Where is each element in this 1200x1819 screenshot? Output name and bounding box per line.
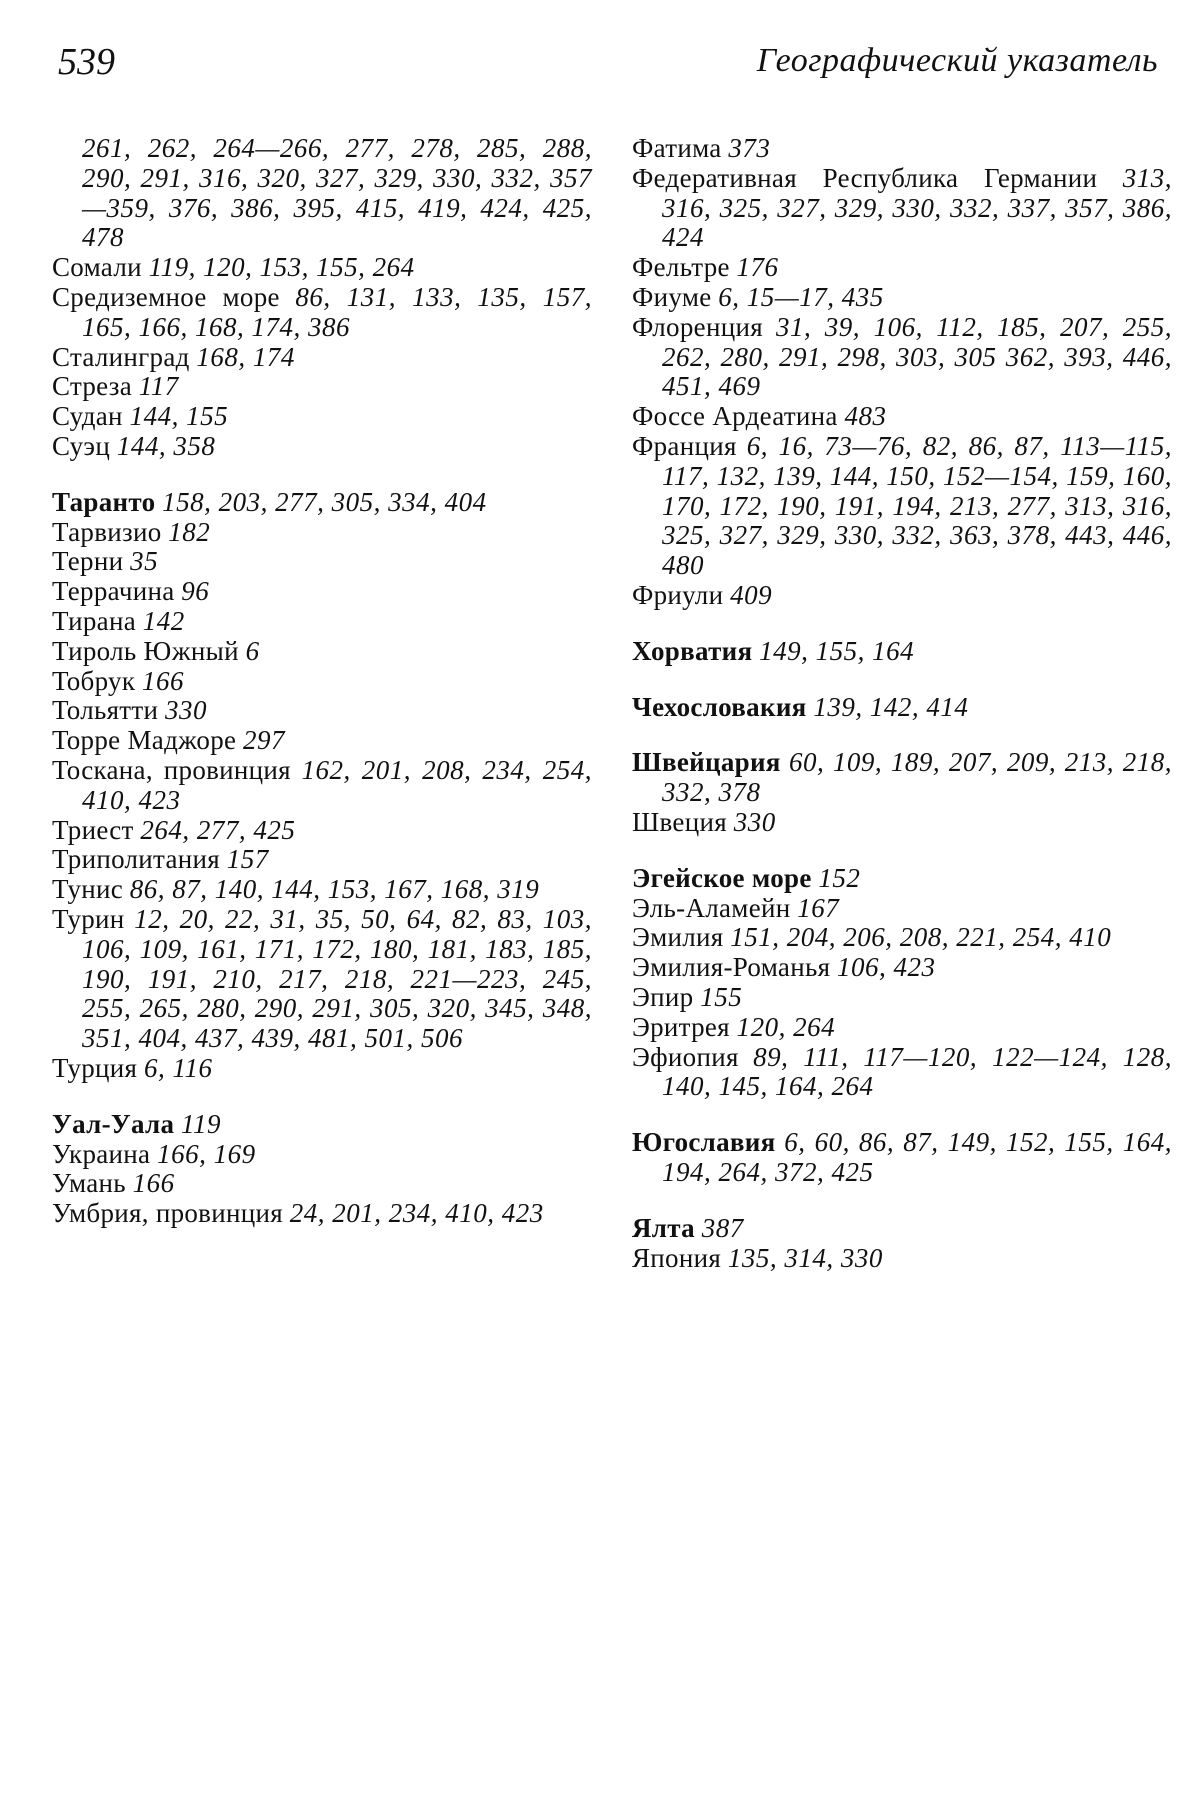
entry-pages: 119, 120, 153, 155, 264 <box>148 252 415 283</box>
index-entry <box>52 667 592 697</box>
entry-pages: 157 <box>226 844 269 875</box>
entry-name: Турин <box>52 903 125 934</box>
index-column-right <box>632 134 1172 1273</box>
index-entry <box>52 253 592 283</box>
entry-name: Сомали <box>52 252 142 283</box>
entry-name: Триполитания <box>52 844 220 875</box>
entry-name: Таранто <box>52 486 156 517</box>
entry-pages: 12, 20, 22, 31, 35, 50, 64, 82, 83, 103, 106, 109, 161, 171, 172, 180, 181, 183, 185, 190, 191, 210, 217, 218, 221—223, 245, 255, 265, 280, 290, 291, 305, 320, 345, 348, 351, 404, 437, 439, 481, 501, 506 <box>82 903 593 1054</box>
index-entry <box>52 518 592 548</box>
entry-name: Сталинград <box>52 341 190 372</box>
entry-name: Фоссе Ардеатина <box>632 401 838 432</box>
entry-name: Суэц <box>52 430 111 461</box>
entry-pages: 139, 142, 414 <box>813 691 969 722</box>
entry-pages: 31, 39, 106, 112, 185, 207, 255, 262, 280, 291, 298, 303, 305 362, 393, 446, 451, 469 <box>662 311 1172 402</box>
index-entry <box>52 875 592 905</box>
entry-pages: 152 <box>818 862 861 893</box>
index-entry <box>632 402 1172 432</box>
entry-pages: 151, 204, 206, 208, 221, 254, 410 <box>730 922 1112 953</box>
entry-name: Тобрук <box>52 665 136 696</box>
entry-pages: 144, 155 <box>129 401 229 432</box>
index-entry <box>52 696 592 726</box>
entry-pages: 158, 203, 277, 305, 334, 404 <box>162 486 487 517</box>
index-entry <box>52 343 592 373</box>
index-entry <box>632 693 1172 723</box>
entry-name: Турция <box>52 1052 138 1083</box>
entry-name: Украина <box>52 1138 151 1169</box>
index-entry <box>52 402 592 432</box>
entry-pages: 135, 314, 330 <box>727 1242 883 1273</box>
entry-pages: 35 <box>130 546 159 577</box>
entry-name: Стреза <box>52 371 133 402</box>
page-header <box>58 40 1158 96</box>
entry-pages: 261, 262, 264—266, 277, 278, 285, 288, 290, 291, 316, 320, 327, 329, 330, 332, 357—359, 376, 386, 395, 415, 419, 424, 425, 478 <box>82 133 592 253</box>
entry-name: Судан <box>52 401 123 432</box>
index-column-left <box>52 134 592 1229</box>
entry-pages: 264, 277, 425 <box>140 814 296 845</box>
index-entry <box>632 1244 1172 1274</box>
entry-name: Уал-Уала <box>52 1108 175 1139</box>
index-entry <box>632 581 1172 611</box>
entry-pages: 6, 116 <box>144 1052 213 1083</box>
entry-name: Тунис <box>52 874 124 905</box>
index-entry <box>52 547 592 577</box>
index-entry <box>52 905 592 1054</box>
index-entry <box>632 164 1172 253</box>
entry-name: Эгейское море <box>632 862 812 893</box>
entry-pages: 330 <box>733 806 776 837</box>
entry-pages: 483 <box>844 401 887 432</box>
entry-name: Фельтре <box>632 252 730 283</box>
index-entry <box>52 1054 592 1084</box>
entry-name: Терни <box>52 546 124 577</box>
entry-pages: 313, 316, 325, 327, 329, 330, 332, 337, 357, 386, 424 <box>662 162 1172 253</box>
entry-name: Фриули <box>632 579 724 610</box>
index-entry <box>52 372 592 402</box>
entry-name: Чехословакия <box>632 691 807 722</box>
entry-name: Эмилия <box>632 922 724 953</box>
entry-name: Тироль Южный <box>52 635 239 666</box>
entry-name: Тарвизио <box>52 516 162 547</box>
entry-pages: 117 <box>138 371 179 402</box>
entry-pages: 409 <box>730 579 773 610</box>
entry-name: Югославия <box>632 1127 776 1158</box>
page-number: 539 <box>58 41 115 83</box>
page-title: Географический указатель <box>756 42 1158 79</box>
entry-pages: 297 <box>243 725 286 756</box>
entry-pages: 86, 87, 140, 144, 153, 167, 168, 319 <box>129 874 540 905</box>
index-entry <box>632 953 1172 983</box>
entry-name: Швейцария <box>632 747 781 778</box>
index-entry <box>632 134 1172 164</box>
entry-pages: 119 <box>181 1108 222 1139</box>
entry-pages: 120, 264 <box>736 1011 836 1042</box>
entry-pages: 166, 169 <box>157 1138 256 1169</box>
index-entry <box>52 488 592 518</box>
entry-pages: 6 <box>245 635 260 666</box>
index-entry <box>52 1199 592 1229</box>
entry-pages: 89, 111, 117—120, 122—124, 128, 140, 145, 164, 264 <box>662 1041 1172 1102</box>
entry-name: Фиуме <box>632 281 712 312</box>
index-entry <box>632 923 1172 953</box>
index-entry <box>52 845 592 875</box>
entry-name: Эмилия-Романья <box>632 952 831 983</box>
entry-pages: 387 <box>701 1212 744 1243</box>
entry-pages: 86, 131, 133, 135, 157, 165, 166, 168, 174, 386 <box>82 281 593 342</box>
entry-pages: 176 <box>736 252 779 283</box>
entry-pages: 6, 16, 73—76, 82, 86, 87, 113—115, 117, 132, 139, 144, 150, 152—154, 159, 160, 170, 172, 190, 191, 194, 213, 277, 313, 316, 325, 327, 329, 330, 332, 363, 378, 443, 446, 480 <box>662 430 1172 581</box>
entry-pages: 162, 201, 208, 234, 254, 410, 423 <box>82 754 593 815</box>
entry-pages: 182 <box>168 516 211 547</box>
entry-name: Умбрия, провинция <box>52 1198 283 1229</box>
entry-name: Хорватия <box>632 635 753 666</box>
index-entry <box>632 1214 1172 1244</box>
entry-name: Средиземное море <box>52 281 280 312</box>
index-entry <box>632 1043 1172 1103</box>
entry-pages: 6, 60, 86, 87, 149, 152, 155, 164, 194, 264, 372, 425 <box>662 1127 1173 1187</box>
index-entry <box>632 808 1172 838</box>
entry-pages: 166 <box>142 665 185 696</box>
index-entry <box>632 1128 1172 1188</box>
entry-name: Триест <box>52 814 134 845</box>
entry-name: Умань <box>52 1168 126 1199</box>
entry-pages: 155 <box>700 981 743 1012</box>
index-entry <box>52 283 592 343</box>
index-entry <box>632 313 1172 402</box>
index-entry <box>52 1169 592 1199</box>
entry-pages: 168, 174 <box>196 341 295 372</box>
entry-pages: 106, 423 <box>837 952 936 983</box>
index-entry <box>52 607 592 637</box>
entry-name: Эль-Аламейн <box>632 892 791 923</box>
index-entry <box>632 253 1172 283</box>
index-entry <box>632 894 1172 924</box>
index-entry <box>52 134 592 253</box>
entry-name: Тирана <box>52 605 136 636</box>
index-entry <box>52 637 592 667</box>
entry-name: Эпир <box>632 981 694 1012</box>
index-entry <box>632 748 1172 808</box>
index-entry <box>632 983 1172 1013</box>
entry-name: Эфиопия <box>632 1041 739 1072</box>
entry-pages: 166 <box>132 1168 175 1199</box>
entry-name: Франция <box>632 430 737 461</box>
entry-pages: 167 <box>797 892 840 923</box>
entry-pages: 24, 201, 234, 410, 423 <box>289 1198 544 1229</box>
entry-name: Швеция <box>632 806 727 837</box>
entry-name: Ялта <box>632 1212 695 1243</box>
index-entry <box>52 432 592 462</box>
entry-pages: 60, 109, 189, 207, 209, 213, 218, 332, 378 <box>662 747 1172 808</box>
entry-pages: 96 <box>181 576 210 607</box>
entry-name: Торре Маджоре <box>52 725 237 756</box>
entry-pages: 144, 358 <box>116 430 216 461</box>
index-entry <box>632 1013 1172 1043</box>
index-entry <box>52 1110 592 1140</box>
entry-name: Эритрея <box>632 1011 730 1042</box>
index-entry <box>52 726 592 756</box>
index-entry <box>52 577 592 607</box>
entry-pages: 6, 15—17, 435 <box>718 281 884 312</box>
entry-pages: 373 <box>728 133 771 163</box>
entry-pages: 330 <box>165 695 208 726</box>
entry-name: Федеративная Республика Германии <box>632 162 1098 193</box>
index-entry <box>632 637 1172 667</box>
entry-pages: 142 <box>142 605 185 636</box>
index-entry <box>52 756 592 816</box>
entry-name: Флоренция <box>632 311 763 342</box>
entry-name: Тоскана, провинция <box>52 754 291 785</box>
entry-pages: 149, 155, 164 <box>759 635 915 666</box>
index-entry <box>52 816 592 846</box>
index-entry <box>52 1140 592 1170</box>
index-entry <box>632 432 1172 581</box>
entry-name: Тольятти <box>52 695 159 726</box>
index-entry <box>632 864 1172 894</box>
entry-name: Фатима <box>632 133 722 163</box>
entry-name: Террачина <box>52 576 175 607</box>
entry-name: Япония <box>632 1242 722 1273</box>
index-entry <box>632 283 1172 313</box>
